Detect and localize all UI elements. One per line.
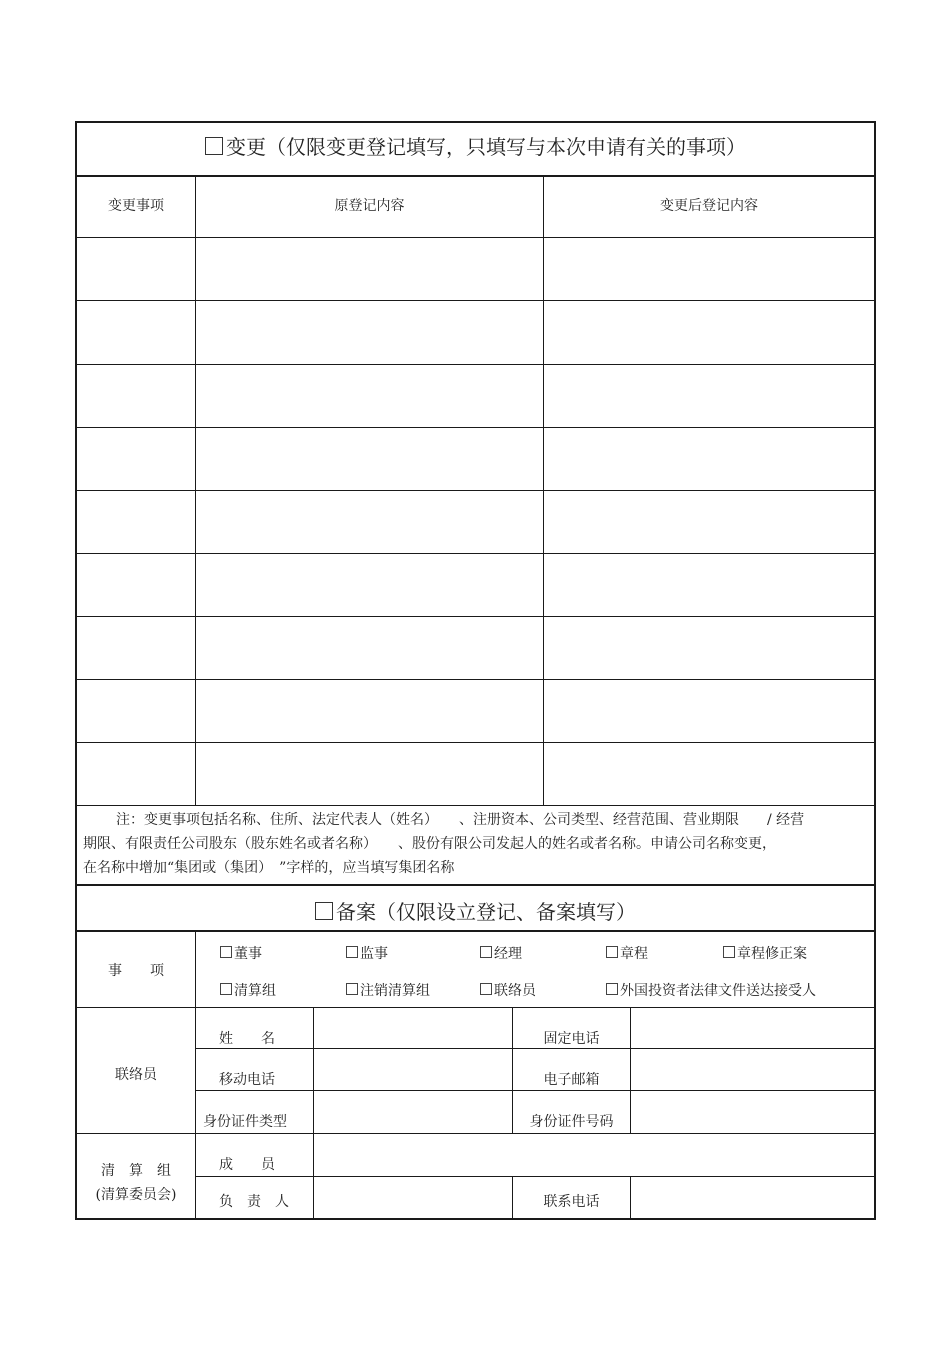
id-type-field[interactable] bbox=[314, 1091, 511, 1132]
option-label: 清算组 bbox=[234, 983, 276, 999]
email-field[interactable] bbox=[631, 1049, 874, 1089]
divider bbox=[76, 884, 875, 886]
checkbox-icon[interactable] bbox=[606, 983, 618, 995]
divider bbox=[76, 490, 875, 491]
col-header-item: 变更事项 bbox=[108, 198, 164, 214]
option-label: 董事 bbox=[234, 946, 262, 962]
liquidation-label-2: (清算委员会) bbox=[95, 1187, 177, 1203]
fixed-phone-label: 固定电话 bbox=[543, 1031, 600, 1047]
option-label: 联络员 bbox=[494, 983, 536, 999]
divider bbox=[76, 616, 875, 617]
name-field[interactable] bbox=[314, 1009, 511, 1047]
contact-phone-field[interactable] bbox=[631, 1177, 874, 1218]
option-articles-amendment[interactable] bbox=[723, 943, 807, 963]
option-liaison[interactable] bbox=[480, 980, 536, 1000]
checkbox-icon[interactable] bbox=[606, 946, 618, 958]
id-type-label: 身份证件类型 bbox=[203, 1114, 287, 1130]
items-label: 事 项 bbox=[108, 963, 164, 979]
divider bbox=[76, 805, 875, 806]
contact-phone-label: 联系电话 bbox=[543, 1194, 600, 1210]
divider bbox=[76, 679, 875, 680]
filing-title-text: 备案（仅限设立登记、备案填写） bbox=[336, 900, 636, 924]
change-item-cell[interactable] bbox=[77, 238, 194, 300]
divider bbox=[76, 364, 875, 365]
option-foreign-investor-agent[interactable] bbox=[606, 980, 816, 1000]
option-liquidation-group[interactable] bbox=[220, 980, 276, 1000]
checkbox-icon[interactable] bbox=[480, 946, 492, 958]
name-label: 姓 名 bbox=[219, 1031, 275, 1047]
option-manager[interactable] bbox=[480, 943, 522, 963]
change-note-line-3: 在名称中增加“集团或（集团） ”字样的，应当填写集团名称 bbox=[83, 860, 455, 876]
email-label: 电子邮箱 bbox=[543, 1072, 600, 1088]
option-label: 经理 bbox=[494, 946, 522, 962]
change-note-line-1: 注：变更事项包括名称、住所、法定代表人（姓名） 、注册资本、公司类型、经营范围、营业期限 / 经营 bbox=[116, 812, 805, 828]
change-original-cell[interactable] bbox=[196, 238, 542, 300]
checkbox-icon[interactable] bbox=[220, 983, 232, 995]
change-note-line-2: 期限、有限责任公司股东（股东姓名或者名称） 、股份有限公司发起人的姓名或者名称。申请公司名称变更， bbox=[83, 836, 776, 852]
option-label: 监事 bbox=[360, 946, 388, 962]
checkbox-icon[interactable] bbox=[723, 946, 735, 958]
liquidation-label-1: 清 算 组 bbox=[101, 1163, 171, 1179]
change-title-text: 变更（仅限变更登记填写，只填写与本次申请有关的事项） bbox=[226, 135, 746, 159]
change-checkbox[interactable] bbox=[205, 137, 223, 155]
checkbox-icon[interactable] bbox=[480, 983, 492, 995]
id-number-field[interactable] bbox=[631, 1091, 874, 1132]
members-label: 成 员 bbox=[219, 1157, 275, 1173]
liaison-label: 联络员 bbox=[115, 1067, 157, 1083]
option-label: 注销清算组 bbox=[360, 983, 430, 999]
checkbox-icon[interactable] bbox=[346, 983, 358, 995]
option-label: 章程修正案 bbox=[737, 946, 807, 962]
option-director[interactable] bbox=[220, 943, 262, 963]
option-label: 章程 bbox=[620, 946, 648, 962]
option-articles[interactable] bbox=[606, 943, 648, 963]
option-supervisor[interactable] bbox=[346, 943, 388, 963]
id-number-label: 身份证件号码 bbox=[529, 1114, 614, 1130]
col-header-original: 原登记内容 bbox=[334, 198, 405, 214]
change-new-cell[interactable] bbox=[544, 238, 874, 300]
checkbox-icon[interactable] bbox=[220, 946, 232, 958]
leader-field[interactable] bbox=[314, 1177, 511, 1218]
checkbox-icon[interactable] bbox=[346, 946, 358, 958]
col-header-new: 变更后登记内容 bbox=[660, 198, 758, 214]
mobile-field[interactable] bbox=[314, 1049, 511, 1089]
leader-label: 负 责 人 bbox=[219, 1194, 289, 1210]
fixed-phone-field[interactable] bbox=[631, 1009, 874, 1047]
divider bbox=[76, 742, 875, 743]
filing-checkbox[interactable] bbox=[315, 902, 333, 920]
option-label: 外国投资者法律文件送达接受人 bbox=[620, 983, 816, 999]
change-section-title bbox=[77, 131, 874, 160]
option-cancel-liquidation-group[interactable] bbox=[346, 980, 430, 1000]
divider bbox=[76, 300, 875, 301]
mobile-label: 移动电话 bbox=[219, 1072, 275, 1088]
divider bbox=[76, 427, 875, 428]
members-field[interactable] bbox=[314, 1134, 874, 1175]
divider bbox=[76, 1007, 875, 1008]
divider bbox=[76, 553, 875, 554]
filing-section-title bbox=[77, 896, 874, 925]
